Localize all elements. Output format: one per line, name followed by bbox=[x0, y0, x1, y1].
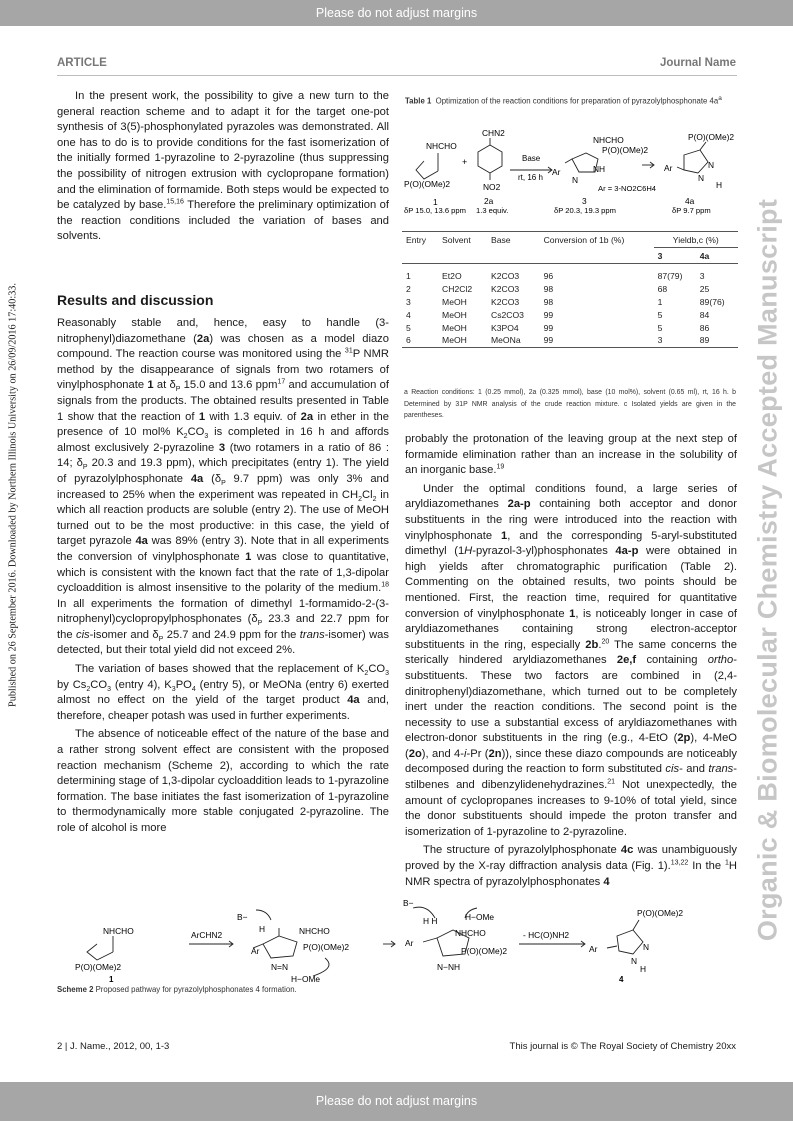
r1-number: 1 bbox=[433, 197, 438, 207]
optimization-table bbox=[402, 231, 738, 348]
p4-h: H bbox=[716, 180, 723, 190]
p3-number: 3 bbox=[582, 196, 587, 206]
header-base: Base bbox=[490, 235, 511, 245]
s2-nnh: N−NH bbox=[437, 962, 461, 972]
r1-po: P(O)(OMe)2 bbox=[404, 179, 451, 189]
header-conversion: Conversion of 1b (%) bbox=[543, 235, 625, 245]
p3-nhcho: NHCHO bbox=[593, 135, 624, 145]
article-label: ARTICLE bbox=[57, 57, 107, 69]
s2-archn2: ArCHN2 bbox=[191, 930, 223, 940]
results-text-right: probably the protonation of the leaving group at the next step of formamide elimination rather than an increase in the solubility of an inorganic base.$^{19}$ Under the optimal conditions found, a large series of aryldiazomethanes 2a-p containing both acceptor and donor substituents in the ring were introduced into the reaction with vinylphosphonate 1, and the corresponding 5-aryl-substituted dimethyl (1H-pyrazol-3-yl)phosphonates 4a-p were obtained in high yields after chromatographic purification (Table 2). Commenting on the obtained results, two points should be mentioned. First, the reaction time, required for quantitative conversion of vinylphosphonate 1, is noticeably longer in case of aryldiazomethanes containing strong electron-acceptor substituents in the ring, especially 2b.$^{20}$ The same concerns the sterically hindered aryldiazomethanes 2e,f containing ortho-substituents. These two factors are combined in (2,4-dinitrophenyl)diazomethane, which turned out to be completely inert under the reaction conditions. The second point is the necessity to use a substantial excess of aryldiazomethanes with electron-donor substituents in the ring (e.g., 4-EtO (2p), 4-MeO (2o), and 4-i-Pr (2n)), since these diazo compounds are noticeably decomposed during the reaction to form substituted cis- and trans-stilbenes and dibenzylidenehydrazines.$^{21}$ Not unexpectedly, the amount of cyclopropanes increases to 9-10% of total yield, since the donor substituents should impede the proton transfer and isomerization of 1-pyrazoline to 2-pyrazoline. The structure of pyrazolylphosphonate 4c was unambiguously proved by the X-ray diffraction analysis data (Fig. 1).$^{13,22}$ In the $^1$H NMR spectra of pyrazolylphosphonates 4 bbox=[405, 433, 738, 888]
s2-c4-nh: N bbox=[631, 956, 638, 966]
r1-nhcho: NHCHO bbox=[426, 141, 457, 151]
publication-stamp: Published on 26 September 2016. Downloaded by Northern Illinois University on 26/09/2016 17:40:33. bbox=[7, 283, 19, 707]
header-entry: Entry bbox=[406, 235, 427, 245]
table-caption: Table 1 Optimization of the reaction conditions for preparation of pyrazolylphosphonate $4a^a$ bbox=[405, 95, 722, 106]
s2-i2-nhcho: NHCHO bbox=[455, 928, 486, 938]
p4-n: N bbox=[708, 160, 715, 170]
r2-chn2: CHN2 bbox=[482, 128, 505, 138]
r1-shift: δP 15.0, 13.6 ppm bbox=[404, 206, 466, 215]
s2-elimination: - HC(O)NH2 bbox=[523, 930, 570, 940]
margin-banner-top: Please do not adjust margins bbox=[0, 0, 793, 26]
condition-time: rt, 16 h bbox=[518, 173, 543, 182]
s2-hh: H H bbox=[423, 916, 438, 926]
footer-citation: 2 | J. Name., 2012, 00, 1-3 bbox=[57, 1041, 170, 1052]
s2-nn: N=N bbox=[271, 962, 288, 972]
footer-copyright: This journal is © The Royal Society of Chemistry 20xx bbox=[509, 1041, 736, 1052]
table1-reaction-scheme bbox=[402, 125, 738, 220]
scheme2-caption: Scheme 2 Proposed pathway for pyrazolylphosphonates 4 formation. bbox=[57, 985, 297, 994]
p3-nh: NH bbox=[593, 164, 606, 174]
p4-ar: Ar bbox=[664, 163, 673, 173]
accepted-manuscript-watermark: Organic & Biomolecular Chemistry Accepted Manuscript bbox=[752, 198, 783, 942]
s2-c4-h: H bbox=[640, 964, 647, 974]
s2-c4-po: P(O)(OMe)2 bbox=[637, 908, 684, 918]
p4-n2: N bbox=[698, 173, 705, 183]
p3-ar: Ar bbox=[552, 167, 561, 177]
s2-c1-po: P(O)(OMe)2 bbox=[75, 962, 122, 972]
r2-no2: NO2 bbox=[483, 182, 501, 192]
s2-c4-num: 4 bbox=[619, 975, 624, 982]
s2-h1: H bbox=[259, 924, 266, 934]
s2-hOMe1: H−OMe bbox=[291, 974, 321, 982]
header-solvent: Solvent bbox=[442, 235, 471, 245]
s2-hOMe2: H−OMe bbox=[465, 912, 495, 922]
s2-base1: B− bbox=[237, 912, 248, 922]
s2-i2-ar: Ar bbox=[405, 938, 414, 948]
margin-banner-bottom: Please do not adjust margins bbox=[0, 1082, 793, 1121]
journal-name: Journal Name bbox=[659, 57, 736, 69]
p3-shift: δP 20.3, 19.3 ppm bbox=[554, 206, 616, 215]
plus-sign: + bbox=[462, 157, 468, 167]
subheader-4a: 4a bbox=[699, 251, 710, 261]
p3-n: N bbox=[572, 175, 579, 185]
s2-c1-num: 1 bbox=[109, 975, 114, 982]
r2-equiv: 1.3 equiv. bbox=[476, 206, 509, 215]
table-row: 6 MeOH MeONa 99 3 89 bbox=[402, 334, 738, 347]
p3-po: P(O)(OMe)2 bbox=[602, 145, 649, 155]
s2-c4-ar: Ar bbox=[589, 944, 598, 954]
condition-base: Base bbox=[522, 154, 541, 163]
s2-i1-po: P(O)(OMe)2 bbox=[303, 942, 350, 952]
intro-paragraph: In the present work, the possibility to give a new turn to the general reaction scheme and to adapt it for the target one-pot synthesis of 3(5)-phosphonylated pyrazoles was demonstrated. All one has to do is to provide conditions for the fast isomerization of the initially formed 1-pyrazoline to 2-pyrazoline (thus suppressing the possibility of nitrogen extrusion with cyclopropane formation) and the elimination of formamide. Both steps would be expected to be catalyzed by base.$^{15,16}$ Therefore the preliminary optimization of the reaction conditions included the variation of bases and solvents. bbox=[57, 90, 389, 243]
ar-definition: Ar = 3-NO2C6H4 bbox=[598, 184, 657, 193]
r2-number: 2a bbox=[484, 196, 494, 206]
table-row: 3 MeOH K2CO3 98 1 89(76) bbox=[406, 296, 725, 307]
table-row: 1 Et2O K2CO3 96 87(79) 3 bbox=[406, 271, 705, 282]
p4-shift: δP 9.7 ppm bbox=[672, 206, 711, 215]
subheader-3: 3 bbox=[657, 251, 663, 261]
table-row: 4 MeOH Cs2CO3 99 5 84 bbox=[406, 309, 710, 320]
scheme2-mechanism bbox=[57, 896, 737, 982]
s2-i1-ar: Ar bbox=[251, 946, 260, 956]
section-heading: Results and discussion bbox=[57, 292, 214, 308]
header-divider bbox=[57, 75, 737, 76]
p4-number: 4a bbox=[685, 196, 695, 206]
s2-i2-po: P(O)(OMe)2 bbox=[461, 946, 508, 956]
s2-c4-n: N bbox=[643, 942, 650, 952]
table-row: 2 CH2Cl2 K2CO3 98 68 25 bbox=[406, 284, 710, 295]
s2-i1-nhcho: NHCHO bbox=[299, 926, 330, 936]
s2-c1-nhcho: NHCHO bbox=[103, 926, 134, 936]
results-text-left: Reasonably stable and, hence, easy to handle (3-nitrophenyl)diazomethane (2a) was chosen as a model diazo compound. The reaction course was monitored using the $^{31}$P NMR method by the disappearance of signals from two rotamers of vinylphosphonate 1 at $\delta_P$ 15.0 and 13.6 ppm$^{17}$ and accumulation of signals from the products. The obtained results presented in Table 1 show that the reaction of 1 with 1.3 equiv. of 2a in ether in the presence of 10 mol% $K_2CO_3$ is completed in 16 h and affords almost exclusively 2-pyrazoline 3 (two rotamers in a ratio of 86 : 14; $\delta_P$ 20.3 and 19.3 ppm), which precipitates (entry 1). The yield of pyrazolylphosphonate 4a ($\delta_P$ 9.7 ppm) was only 3% and increased to 25% when the experiment was repeated in $CH_2Cl_2$ in which all reaction products are soluble (entry 2). The use of MeOH turned out to be the most productive: in this case, the yield of target pyrazole 4a was 89% (entry 3). Note that in all experiments the conversion of vinylphosphonate 1 was close to quantitative, which is consistent with the known fact that the rate of 1,3-dipolar cycloaddition is almost insensitive to the polarity of the medium.$^{18}$ In all experiments the formation of dimethyl 1-formamido-2-(3-nitrophenyl)cyclopropylphosphonates ($\delta_P$ 23.3 and 22.7 ppm for the cis-isomer and $\delta_P$ 25.7 and 24.9 ppm for the trans-isomer) was detected, but their total yield did not exceed 2%. The variation of bases showed that the replacement of $K_2CO_3$ by $Cs_2CO_3$ (entry 4), $K_3PO_4$ (entry 5), or MeONa (entry 6) exerted almost no effect on the yield of the target product 4a and, therefore, cheaper potash was used in further experiments. The absence of noticeable effect of the nature of the base and a rather strong solvent effect are consistent with the proposed reaction mechanism (Scheme 2), according to which the rate determining stage of 1,3-dipolar cycloaddition leads to 1-pyrazoline formation. The base initiates the fast isomerization of 1-pyrazoline to thermodynamically more stable conjugated 2-pyrazoline. The role of alcohol is more bbox=[57, 317, 390, 834]
table-row: 5 MeOH K3PO4 99 5 86 bbox=[406, 322, 710, 333]
p4-po: P(O)(OMe)2 bbox=[688, 132, 735, 142]
s2-base2: B− bbox=[403, 898, 414, 908]
header-yield: Yieldb,c (%) bbox=[654, 232, 738, 248]
table-footnote: a Reaction conditions: 1 (0.25 mmol), 2a (0.325 mmol), base (10 mol%), solvent (0.65 ml), rt, 16 h. b Determined by 31P NMR analysis of the crude reaction mixture. c Isolated yields are given in the parentheses. bbox=[404, 389, 736, 419]
